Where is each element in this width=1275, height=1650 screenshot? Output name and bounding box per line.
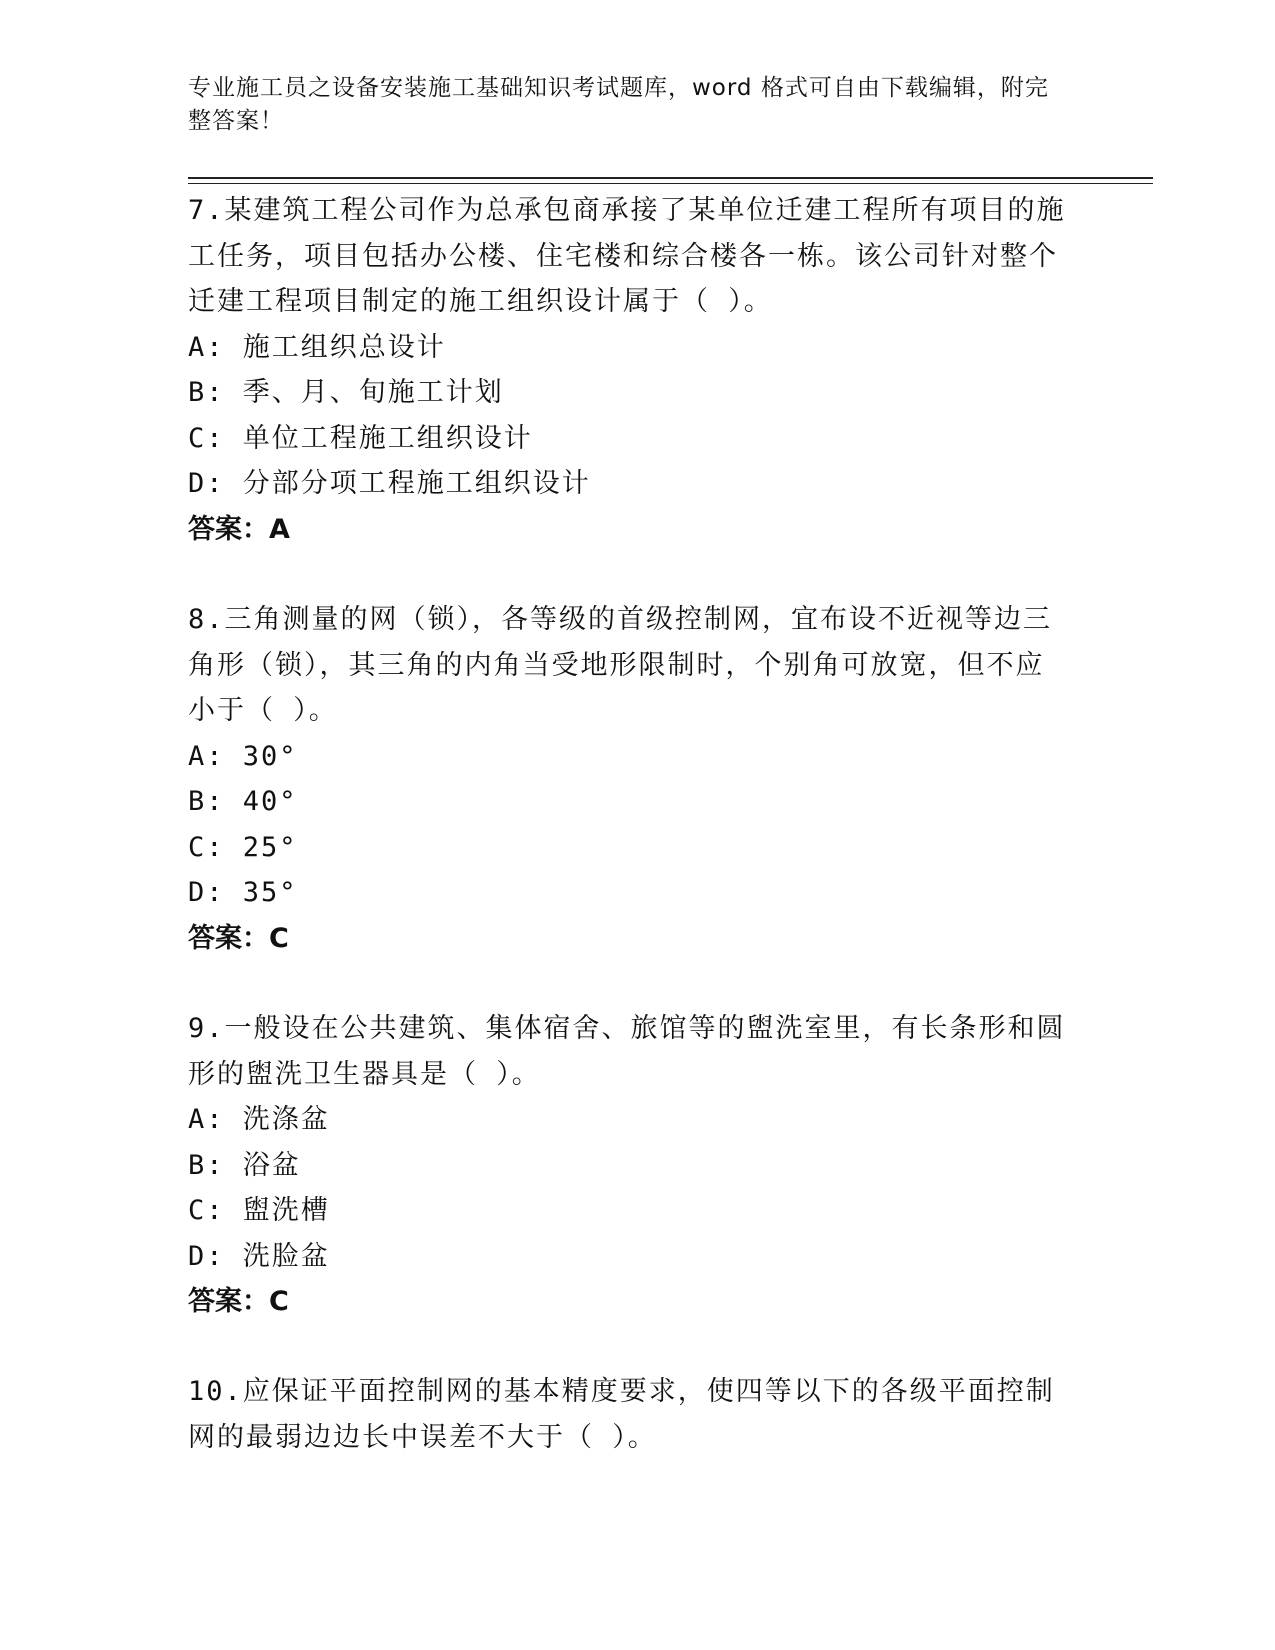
option-c: C: 单位工程施工组织设计 [188,422,533,454]
option-d: D: 洗脸盆 [188,1240,330,1272]
question-stem: 10.应保证平面控制网的基本精度要求，使四等以下的各级平面控制网的最弱边边长中误差不大于（ ）。 [188,1376,1055,1453]
header-divider-thin [188,183,1153,184]
question-stem: 9.一般设在公共建筑、集体宿舍、旅馆等的盥洗室里，有长条形和圆形的盥洗卫生器具是（ ）。 [188,1013,1066,1090]
question-7 [188,188,1068,552]
option-a: A: 洗涤盆 [188,1104,330,1135]
option-d: D: 35° [188,877,298,908]
question-stem: 8.三角测量的网（锁），各等级的首级控制网，宜布设不近视等边三角形（锁），其三角的内角当受地形限制时，个别角可放宽，但不应小于（ ）。 [188,604,1053,726]
option-b: B: 浴盆 [188,1149,301,1181]
option-b: B: 季、月、旬施工计划 [188,377,504,408]
answer-line: 答案：C [188,922,289,954]
question-8 [188,597,1068,961]
option-c: C: 25° [188,831,298,863]
option-c: C: 盥洗槽 [188,1195,330,1226]
option-d: D: 分部分项工程施工组织设计 [188,468,591,499]
header-divider-thick [188,177,1153,179]
answer-line: 答案：A [188,513,290,545]
question-stem: 7.某建筑工程公司作为总承包商承接了某单位迁建工程所有项目的施工任务，项目包括办公楼、住宅楼和综合楼各一栋。该公司针对整个迁建工程项目制定的施工组织设计属于（ ）。 [188,195,1066,317]
answer-line: 答案：C [188,1286,289,1317]
option-a: A: 30° [188,740,298,772]
option-b: B: 40° [188,786,298,817]
question-9 [188,1006,1068,1325]
document-header: 专业施工员之设备安装施工基础知识考试题库，word 格式可自由下载编辑，附完整答案！ [188,75,1049,134]
option-a: A: 施工组织总设计 [188,331,446,363]
question-10 [188,1369,1068,1460]
